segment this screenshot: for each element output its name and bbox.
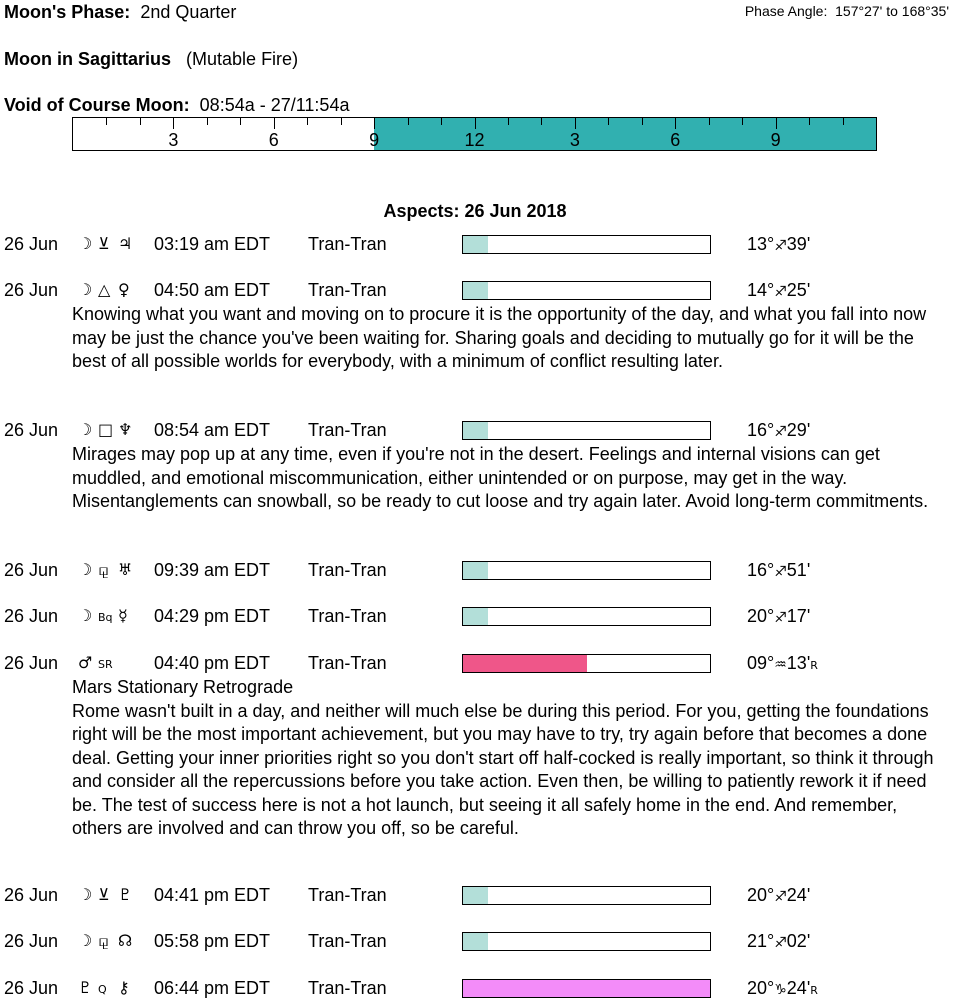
aspect-position — [747, 420, 810, 441]
timeline-tick — [140, 118, 141, 125]
aspect-row — [0, 931, 961, 955]
aspect-description-title: Mars Stationary Retrograde — [72, 677, 294, 697]
aspect-time: 04:41 pm EDT — [154, 885, 271, 905]
moon-phase-label: Moon's Phase: — [4, 2, 131, 22]
timeline-tick — [341, 118, 342, 125]
aspect-type: Tran-Tran — [308, 280, 387, 300]
void-label: Void of Course Moon: — [4, 95, 190, 115]
strength-bar-fill — [463, 887, 488, 904]
timeline-tick — [475, 118, 476, 129]
zodiac-sign-icon: ♑ — [774, 982, 787, 998]
aspect-row — [0, 606, 961, 630]
aspect-icon: ⊻ — [98, 234, 110, 253]
moon-sign-quality: (Mutable Fire) — [186, 49, 299, 69]
void-timeline — [72, 117, 877, 151]
position-minute: 24' — [786, 978, 811, 998]
aspect-type: Tran-Tran — [308, 653, 387, 673]
timeline-tick — [408, 118, 409, 125]
planet-1-icon: ☽ — [78, 560, 93, 579]
timeline-tick — [541, 118, 542, 125]
position-minute: 13' — [786, 653, 811, 673]
strength-bar — [462, 979, 711, 998]
position-degree: 16° — [747, 420, 775, 440]
aspect-date: 26 Jun — [4, 653, 59, 673]
aspect-date: 26 Jun — [4, 234, 59, 254]
timeline-tick — [575, 118, 576, 129]
planet-2-icon: ♀ — [118, 280, 130, 299]
aspect-icon: SR — [98, 658, 113, 671]
aspect-description-text: Knowing what you want and moving on to procure it is the opportunity of the day, and what you fall into now may be just the chance you've been waiting for. Sharing goals and deciding to mutually go for it will be the best of all possible worlds for everybody, with a minimum of conflict resulting later. — [72, 304, 927, 371]
phase-angle-value: 157°27' to 168°35' — [835, 3, 949, 19]
aspect-icon: □ — [98, 420, 114, 439]
strength-bar-fill — [463, 608, 488, 625]
retrograde-icon: R — [810, 659, 818, 672]
aspect-position — [747, 653, 818, 674]
phase-angle-label: Phase Angle: — [744, 3, 828, 19]
aspect-icon: ⊻ — [98, 885, 110, 904]
strength-bar-fill — [463, 655, 587, 672]
planet-2-icon: ♇ — [118, 885, 133, 904]
strength-bar — [462, 235, 711, 254]
timeline-hour-label: 12 — [464, 130, 485, 150]
position-degree: 16° — [747, 560, 775, 580]
aspect-date: 26 Jun — [4, 931, 59, 951]
position-minute: 24' — [786, 885, 811, 905]
planet-1-icon: ☽ — [78, 234, 93, 253]
strength-bar — [462, 886, 711, 905]
aspect-time: 05:58 pm EDT — [154, 931, 271, 951]
aspect-date: 26 Jun — [4, 606, 59, 626]
timeline-tick — [307, 118, 308, 125]
planet-1-icon: ☽ — [78, 885, 93, 904]
planet-2-icon: ♃ — [118, 234, 133, 253]
position-minute: 17' — [786, 606, 811, 626]
timeline-tick — [207, 118, 208, 125]
aspect-position — [747, 280, 810, 301]
timeline-tick — [274, 118, 275, 129]
aspect-date: 26 Jun — [4, 420, 59, 440]
timeline-hour-label: 9 — [770, 130, 781, 150]
planet-1-icon: ♂ — [78, 653, 93, 672]
timeline-tick — [240, 118, 241, 125]
position-minute: 29' — [786, 420, 811, 440]
aspect-time: 04:40 pm EDT — [154, 653, 271, 673]
void-of-course — [4, 95, 349, 116]
position-degree: 14° — [747, 280, 775, 300]
aspect-icon: ⚼ — [98, 931, 110, 950]
timeline-hour-label: 9 — [369, 130, 380, 150]
aspect-icon: Bq — [98, 611, 113, 624]
timeline-tick — [173, 118, 174, 129]
void-period-fill — [374, 118, 876, 150]
aspect-time: 04:50 am EDT — [154, 280, 271, 300]
timeline-hour-label: 3 — [168, 130, 179, 150]
position-minute: 02' — [786, 931, 811, 951]
timeline-tick — [608, 118, 609, 125]
aspect-row — [0, 885, 961, 909]
aspect-row — [0, 280, 961, 304]
planet-1-icon: ☽ — [78, 420, 93, 439]
moon-sign — [4, 49, 298, 70]
timeline-hour-label: 3 — [569, 130, 580, 150]
aspect-description-text: Rome wasn't built in a day, and neither will much else be during this period. For you, getting the foundations right will be the most important achievement, but you may have to try, try again before that becomes a done deal. Getting your inner priorities right so you don't start off half-cocked is really important, so think it through and consider all the repercussions before you take action. Even then, be willing to patiently rework it if need be. The test of success here is not a hot launch, but seeing it all safely home in the end. And remember, others are involved and can throw you off, so be careful. — [72, 700, 934, 838]
aspect-glyphs — [78, 931, 138, 951]
aspect-time: 08:54 am EDT — [154, 420, 271, 440]
moon-phase-value: 2nd Quarter — [140, 2, 237, 22]
aspect-date: 26 Jun — [4, 560, 59, 580]
timeline-tick — [374, 118, 375, 129]
aspect-time: 06:44 pm EDT — [154, 978, 271, 998]
aspect-type: Tran-Tran — [308, 420, 387, 440]
strength-bar-fill — [463, 933, 488, 950]
timeline-tick — [508, 118, 509, 125]
timeline-tick — [843, 118, 844, 125]
planet-1-icon: ☽ — [78, 606, 93, 625]
planet-2-icon: ☊ — [118, 931, 133, 950]
moon-phase — [4, 2, 236, 23]
position-degree: 13° — [747, 234, 775, 254]
strength-bar — [462, 281, 711, 300]
timeline-tick — [776, 118, 777, 129]
aspect-position — [747, 931, 810, 952]
aspect-description-text: Mirages may pop up at any time, even if you're not in the desert. Feelings and internal visions can get muddled, and emotional miscommunication, either unintended or on purpose, may get in the way. Misentanglements can snowball, so be ready to cut loose and try again later. Avoid long-term commitments. — [72, 444, 929, 511]
planet-1-icon: ☽ — [78, 280, 93, 299]
position-degree: 20° — [747, 885, 775, 905]
aspect-icon: Q — [98, 983, 107, 996]
position-minute: 39' — [786, 234, 811, 254]
planet-1-icon: ♇ — [78, 978, 93, 997]
position-degree: 09° — [747, 653, 775, 673]
position-minute: 25' — [786, 280, 811, 300]
strength-bar-fill — [463, 236, 488, 253]
aspect-glyphs — [78, 606, 138, 625]
aspect-type: Tran-Tran — [308, 560, 387, 580]
aspect-description — [72, 303, 952, 374]
aspect-type: Tran-Tran — [308, 978, 387, 998]
aspect-description — [72, 676, 952, 841]
aspect-row — [0, 978, 961, 1002]
aspect-glyphs — [78, 420, 138, 439]
position-degree: 21° — [747, 931, 775, 951]
aspect-position — [747, 560, 810, 581]
aspect-position — [747, 606, 810, 627]
timeline-tick — [742, 118, 743, 125]
moon-sign-label: Moon in Sagittarius — [4, 49, 172, 69]
strength-bar — [462, 561, 711, 580]
aspect-time: 03:19 am EDT — [154, 234, 271, 254]
planet-1-icon: ☽ — [78, 931, 93, 950]
aspect-glyphs — [78, 978, 138, 997]
strength-bar-fill — [463, 562, 488, 579]
zodiac-sign-icon: ♐ — [774, 424, 787, 440]
zodiac-sign-icon: ♐ — [774, 238, 787, 254]
position-degree: 20° — [747, 606, 775, 626]
phase-angle — [745, 3, 949, 19]
aspect-row — [0, 234, 961, 258]
aspect-icon: △ — [98, 280, 111, 299]
aspect-glyphs — [78, 653, 138, 672]
zodiac-sign-icon: ♐ — [774, 935, 787, 951]
zodiac-sign-icon: ♐ — [774, 889, 787, 905]
strength-bar-fill — [463, 282, 488, 299]
strength-bar — [462, 932, 711, 951]
aspect-icon: ⚼ — [98, 560, 110, 579]
timeline-tick — [642, 118, 643, 125]
timeline-hour-label: 6 — [670, 130, 681, 150]
aspect-glyphs — [78, 234, 138, 253]
strength-bar-fill — [463, 422, 488, 439]
zodiac-sign-icon: ♐ — [774, 564, 787, 580]
strength-bar — [462, 607, 711, 626]
aspect-glyphs — [78, 885, 138, 904]
aspect-row — [0, 653, 961, 677]
strength-bar-fill — [463, 980, 710, 997]
planet-2-icon: ☿ — [118, 606, 128, 625]
timeline-tick — [809, 118, 810, 125]
aspect-position — [747, 978, 818, 999]
strength-bar — [462, 654, 711, 673]
aspects-title: Aspects: 26 Jun 2018 — [383, 201, 567, 221]
aspect-type: Tran-Tran — [308, 606, 387, 626]
timeline-tick — [675, 118, 676, 129]
aspect-position — [747, 234, 810, 255]
zodiac-sign-icon: ♒ — [774, 657, 787, 673]
aspect-date: 26 Jun — [4, 280, 59, 300]
planet-2-icon: ⚷ — [118, 978, 130, 997]
position-degree: 20° — [747, 978, 775, 998]
timeline-hour-label: 6 — [268, 130, 279, 150]
aspect-time: 09:39 am EDT — [154, 560, 271, 580]
aspect-type: Tran-Tran — [308, 931, 387, 951]
timeline-tick — [709, 118, 710, 125]
aspect-date: 26 Jun — [4, 885, 59, 905]
planet-2-icon: ♅ — [118, 560, 133, 579]
aspect-glyphs — [78, 280, 138, 299]
aspect-date: 26 Jun — [4, 978, 59, 998]
retrograde-icon: R — [810, 984, 818, 997]
timeline-tick — [441, 118, 442, 125]
aspect-description — [72, 443, 952, 514]
aspect-glyphs — [78, 560, 138, 580]
position-minute: 51' — [786, 560, 811, 580]
aspect-position — [747, 885, 810, 906]
zodiac-sign-icon: ♐ — [774, 610, 787, 626]
aspect-time: 04:29 pm EDT — [154, 606, 271, 626]
strength-bar — [462, 421, 711, 440]
planet-2-icon: ♆ — [118, 420, 133, 439]
zodiac-sign-icon: ♐ — [774, 284, 787, 300]
aspect-type: Tran-Tran — [308, 234, 387, 254]
timeline-tick — [106, 118, 107, 125]
aspect-row — [0, 560, 961, 584]
aspect-type: Tran-Tran — [308, 885, 387, 905]
void-value: 08:54a - 27/11:54a — [199, 95, 350, 115]
aspect-row — [0, 420, 961, 444]
